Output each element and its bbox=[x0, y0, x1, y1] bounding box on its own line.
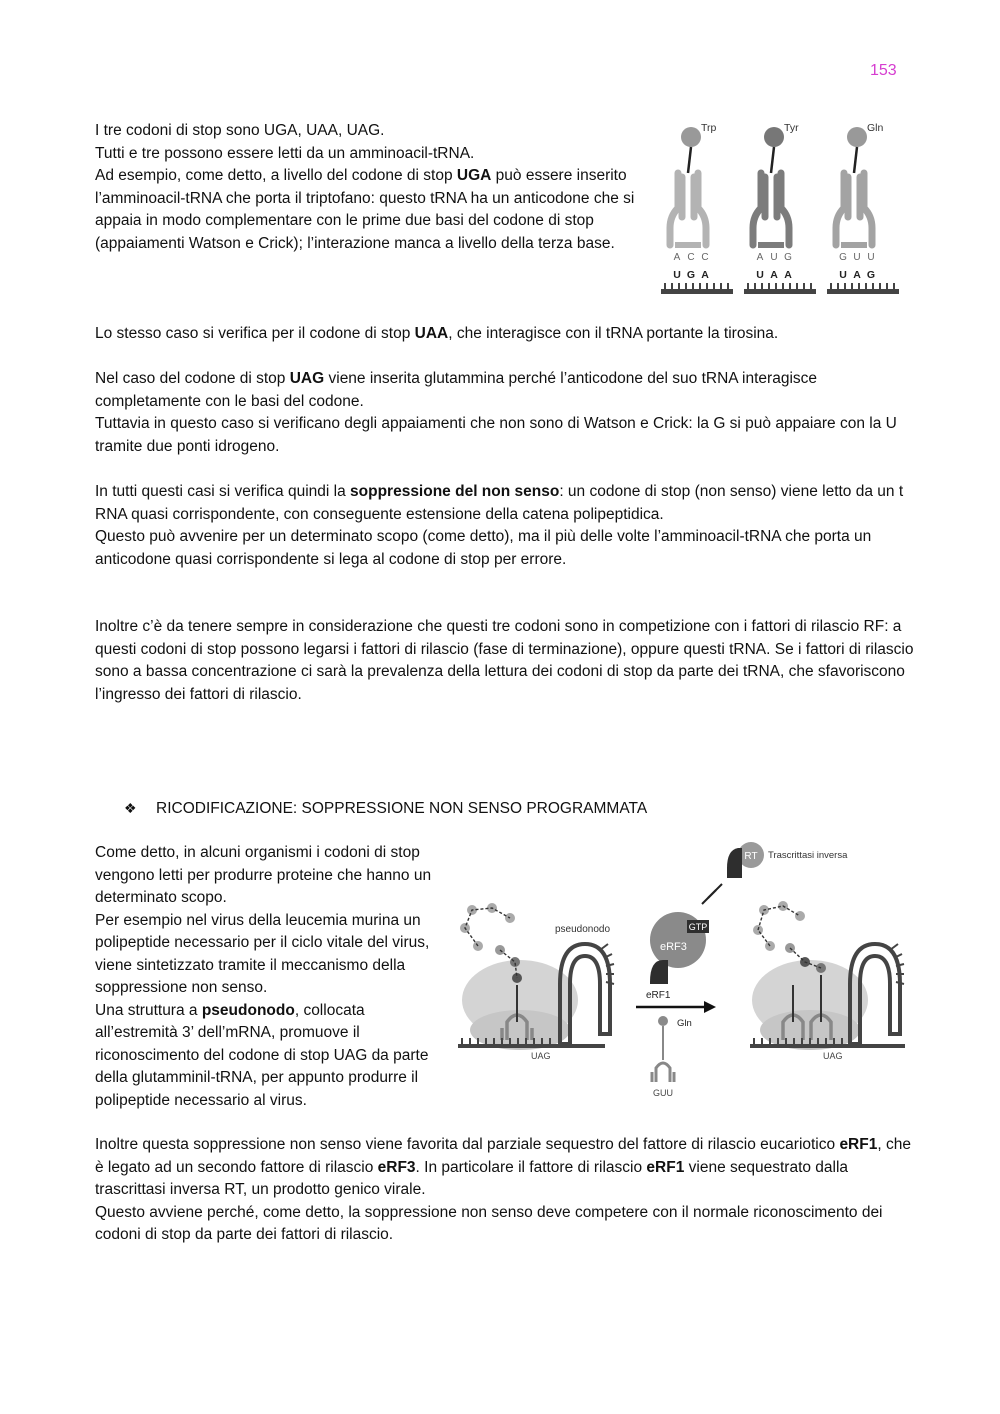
gtp-label: GTP bbox=[688, 922, 708, 932]
erf1-shape bbox=[650, 960, 668, 984]
gln-trna-body bbox=[652, 1063, 674, 1082]
erf3-label: eRF3 bbox=[660, 941, 687, 953]
uag-right-label: UAG bbox=[823, 1051, 843, 1061]
rt-description: Trascrittasi inversa bbox=[768, 850, 848, 861]
codon-base: U bbox=[839, 269, 847, 281]
erf1-label: eRF1 bbox=[646, 990, 671, 1001]
anticodon-base: G bbox=[839, 252, 847, 263]
gln-amino-acid bbox=[658, 1016, 668, 1026]
codon-base: A bbox=[784, 269, 792, 281]
rt-label: RT bbox=[744, 851, 758, 862]
intro-paragraph bbox=[95, 120, 640, 255]
competition-paragraph: Inoltre c’è da tenere sempre in considerazione che questi tre codoni sono in competizione con i fattori di rilascio RF: a questi codoni di stop possono legarsi i fattori di rilascio (fase di terminazione), oppure questi tRNA. Se i fattori di rilascio sono a bassa concentrazione ci sarà la prevalenza della lettura dei codoni di stop da parte dei tRNA, che sfavoriscono l’ingresso dei fattori di rilascio. bbox=[95, 618, 914, 703]
trna-trp bbox=[661, 122, 733, 294]
codon-base: A bbox=[770, 269, 778, 281]
amino-acid-ball bbox=[847, 127, 867, 147]
codon-base: G bbox=[866, 269, 876, 281]
anticodon-base: U bbox=[867, 252, 875, 263]
anticodon-base: G bbox=[784, 252, 792, 263]
right-ribosome-scene bbox=[750, 901, 905, 1050]
guu-label: GUU bbox=[653, 1088, 673, 1098]
codon-base: A bbox=[853, 269, 861, 281]
amino-acid-label: Gln bbox=[867, 122, 884, 134]
programmed-suppression-figure bbox=[452, 838, 912, 1108]
amino-acid-label: Tyr bbox=[784, 122, 799, 134]
trna-acceptor-stem bbox=[771, 147, 774, 173]
anticodon-base: A bbox=[756, 252, 764, 263]
trna-body bbox=[753, 173, 789, 245]
section-heading-text: RICODIFICAZIONE: SOPPRESSIONE NON SENSO PROGRAMMATA bbox=[156, 800, 648, 817]
codon-base: U bbox=[756, 269, 764, 281]
amino-acid-label: Trp bbox=[701, 122, 717, 134]
codon-base: A bbox=[701, 269, 709, 281]
amino-acid-ball bbox=[681, 127, 701, 147]
uag-paragraph: Nel caso del codone di stop UAG viene inserita glutammina perché l’anticodone del suo tRNA interagisce completamente con le basi del codone. Tuttavia in questo caso si verificano degli appaiamenti che non sono di Watson e Crick: la G si può appaiare con la U tramite due ponti idrogeno. bbox=[95, 370, 897, 455]
page-number: 153 bbox=[870, 62, 897, 79]
trna-acceptor-stem bbox=[688, 147, 691, 173]
intro-line-1: I tre codoni di stop sono UGA, UAA, UAG. bbox=[95, 122, 385, 139]
anticodon-base: U bbox=[853, 252, 861, 263]
anticodon-base: C bbox=[701, 252, 709, 263]
erf-paragraph: Inoltre questa soppressione non senso viene favorita dal parziale sequestro del fattore di rilascio eucariotico eRF1, che è legato ad un secondo fattore di rilascio eRF3. In particolare il fattore di rilascio eRF1 viene sequestrato dalla trascrittasi inversa RT, un prodotto genico virale. Questo avviene perché, come detto, la soppressione non senso deve competere con il normale riconoscimento dei codoni di stop da parte dei fattori di rilascio. bbox=[95, 1136, 911, 1243]
trna-body bbox=[670, 173, 706, 245]
intro-uga-text: Ad esempio, come detto, a livello del codone di stop UGA può essere inserito l’amminoacil-tRNA che porta il triptofano: questo tRNA ha un anticodone che si appaia in modo complementare con le prime due basi del codone di stop (appaiamenti Watson e Crick); l’interazione manca a livello della terza base. bbox=[95, 167, 635, 252]
amino-acid-ball bbox=[764, 127, 784, 147]
gln-label: Gln bbox=[677, 1018, 692, 1029]
intro-line-2: Tutti e tre possono essere letti da un amminoacil-tRNA. bbox=[95, 144, 475, 162]
trna-gln bbox=[827, 122, 899, 294]
anticodon-base: A bbox=[673, 252, 681, 263]
pseudonodo-label: pseudonodo bbox=[555, 924, 611, 935]
equilibrium-arrow-down bbox=[702, 890, 716, 904]
arrow-head-icon bbox=[704, 1001, 716, 1013]
codon-base: U bbox=[673, 269, 681, 281]
recoding-paragraph: Come detto, in alcuni organismi i codoni di stop vengono letti per produrre proteine che hanno un determinato scopo. Per esempio nel virus della leucemia murina un polipeptide necessario per il ciclo vitale del virus, viene sintetizzato tramite il meccanismo della soppressione non senso. Una struttura a pseudonodo, collocata all’estremità 3’ dell’mRNA, promuove il riconoscimento del codone di stop UAG da parte della glutamminil-tRNA, per appunto produrre il polipeptide necessario al virus. bbox=[95, 844, 432, 1109]
section-heading bbox=[124, 797, 647, 820]
erf1-bound-to-rt-icon bbox=[727, 848, 742, 878]
diamond-bullet-icon: ❖ bbox=[124, 800, 137, 816]
trna-stop-codon-figure bbox=[655, 115, 910, 300]
suppression-paragraph: In tutti questi casi si verifica quindi la soppressione del non senso: un codone di stop (non senso) viene letto da un t RNA quasi corrispondente, con conseguente estensione della catena polipeptidica. Questo può avvenire per un determinato scopo (come detto), ma il più delle volte l’amminoacil-tRNA che porta un anticodone quasi corrispondente si lega al codone di stop per errore. bbox=[95, 483, 904, 568]
trna-body bbox=[836, 173, 872, 245]
trna-tyr bbox=[744, 122, 816, 294]
uag-left-label: UAG bbox=[531, 1051, 551, 1061]
anticodon-base: U bbox=[770, 252, 778, 263]
codon-base: G bbox=[686, 269, 696, 281]
anticodon-base: C bbox=[687, 252, 695, 263]
trna-acceptor-stem bbox=[854, 147, 857, 173]
uaa-paragraph: Lo stesso caso si verifica per il codone di stop UAA, che interagisce con il tRNA portante la tirosina. bbox=[95, 325, 779, 342]
